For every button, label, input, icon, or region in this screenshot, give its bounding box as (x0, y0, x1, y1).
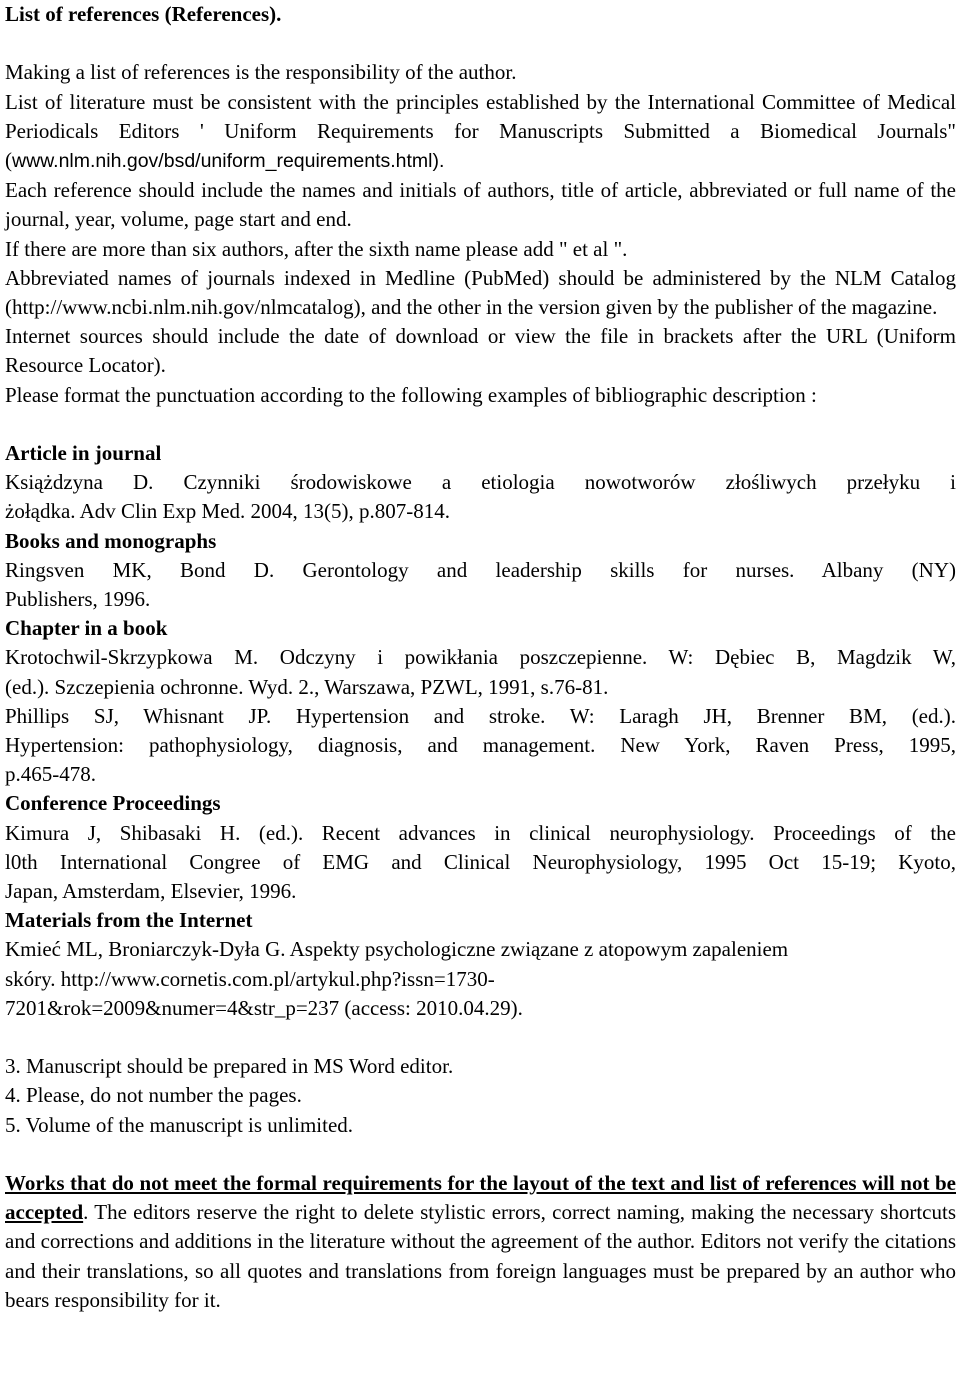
page-title: List of references (References). (5, 2, 282, 26)
example-internet-heading: Materials from the Internet (5, 908, 253, 933)
example-conference-block (5, 789, 956, 906)
spacer (5, 1140, 956, 1169)
intro-paragraph-responsibility: Making a list of references is the responsibility of the author. (5, 60, 517, 85)
example-books-block (5, 527, 956, 615)
example-internet-line: skóry. http://www.cornetis.com.pl/artykul.php?issn=1730- (5, 966, 495, 991)
spacer (5, 1023, 956, 1052)
numbered-item: 5. Volume of the manuscript is unlimited. (5, 1112, 354, 1137)
intro-paragraph-uniform-requirements (5, 88, 956, 177)
example-chapter-line: Hypertension: pathophysiology, diagnosis, and management. New York, Raven Press, 1995, (5, 733, 956, 758)
numbered-item: 4. Please, do not number the pages. (5, 1083, 302, 1108)
intro-uniform-url: www.nlm.nih.gov/bsd/uniform_requirements.html). (12, 150, 445, 172)
example-conference-line: Kimura J, Shibasaki H. (ed.). Recent advances in clinical neurophysiology. Proceedings of the (5, 820, 956, 845)
example-internet-line: 7201&rok=2009&numer=4&str_p=237 (access: 2010.04.29). (5, 995, 523, 1020)
example-conference-line: Japan, Amsterdam, Elsevier, 1996. (5, 879, 297, 904)
closing-text: . The editors reserve the right to delete stylistic errors, correct naming, making the necessary shortcuts and corrections and additions in the literature without the agreement of the author. Editors not verify the citations and their translations, so all quotes and translations from foreign languages must be prepared by an author who bears responsibility for it. (5, 1200, 956, 1312)
intro-paragraph-punctuation: Please format the punctuation according to the following examples of bibliographic description : (5, 382, 817, 407)
example-chapter-heading: Chapter in a book (5, 616, 168, 641)
spacer (5, 29, 956, 58)
example-article-line: Książdzyna D. Czynniki środowiskowe a etiologia nowotworów złośliwych przełyku i (5, 470, 956, 495)
example-chapter-line: (ed.). Szczepienia ochronne. Wyd. 2., Warszawa, PZWL, 1991, s.76-81. (5, 674, 609, 699)
example-internet-line: Kmieć ML, Broniarczyk-Dyła G. Aspekty psychologiczne związane z atopowym zapaleniem (5, 937, 789, 962)
example-chapter-block (5, 614, 956, 789)
example-chapter-line: p.465-478. (5, 762, 96, 787)
example-books-line: Ringsven MK, Bond D. Gerontology and leadership skills for nurses. Albany (NY) (5, 557, 956, 582)
example-conference-line: l0th International Congree of EMG and Clinical Neurophysiology, 1995 Oct 15-19; Kyoto, (5, 849, 956, 874)
intro-paragraph-internet-sources: Internet sources should include the date of download or view the file in brackets after the URL (Uniform Resource Locator). (5, 324, 956, 378)
example-article-line: żołądka. Adv Clin Exp Med. 2004, 13(5), p.807-814. (5, 499, 451, 524)
example-books-heading: Books and monographs (5, 528, 217, 553)
example-conference-heading: Conference Proceedings (5, 791, 221, 816)
closing-warning: Works that do not meet the formal requirements for the layout of the text and list of references will not be accepted (5, 1171, 956, 1225)
intro-paragraph-et-al: If there are more than six authors, after the sixth name please add " et al ". (5, 236, 628, 261)
example-internet-block (5, 906, 956, 1023)
closing-paragraph (5, 1169, 956, 1315)
example-chapter-line: Phillips SJ, Whisnant JP. Hypertension and stroke. W: Laragh JH, Brenner BM, (ed.). (5, 703, 956, 728)
numbered-item: 3. Manuscript should be prepared in MS Word editor. (5, 1054, 454, 1079)
example-chapter-line: Krotochwil-Skrzypkowa M. Odczyny i powikłania poszczepienne. W: Dębiec B, Magdzik W, (5, 645, 956, 670)
spacer (5, 410, 956, 439)
intro-uniform-text: List of literature must be consistent with the principles established by the International Committee of Medical Periodicals Editors ' Uniform Requirements for Manuscripts Submitted a Biomedical Journals"( (5, 89, 956, 172)
example-books-line: Publishers, 1996. (5, 587, 151, 612)
example-article-heading: Article in journal (5, 441, 162, 466)
intro-paragraph-nlm-catalog: Abbreviated names of journals indexed in Medline (PubMed) should be administered by the NLM Catalog (http://www.ncbi.nlm.nih.gov/nlmcatalog), and the other in the version given by the publisher of the magazine. (5, 265, 956, 320)
intro-paragraph-reference-fields: Each reference should include the names and initials of authors, title of article, abbreviated or full name of the journal, year, volume, page start and end. (5, 178, 956, 232)
numbered-list (5, 1052, 956, 1140)
example-article-block (5, 439, 956, 527)
